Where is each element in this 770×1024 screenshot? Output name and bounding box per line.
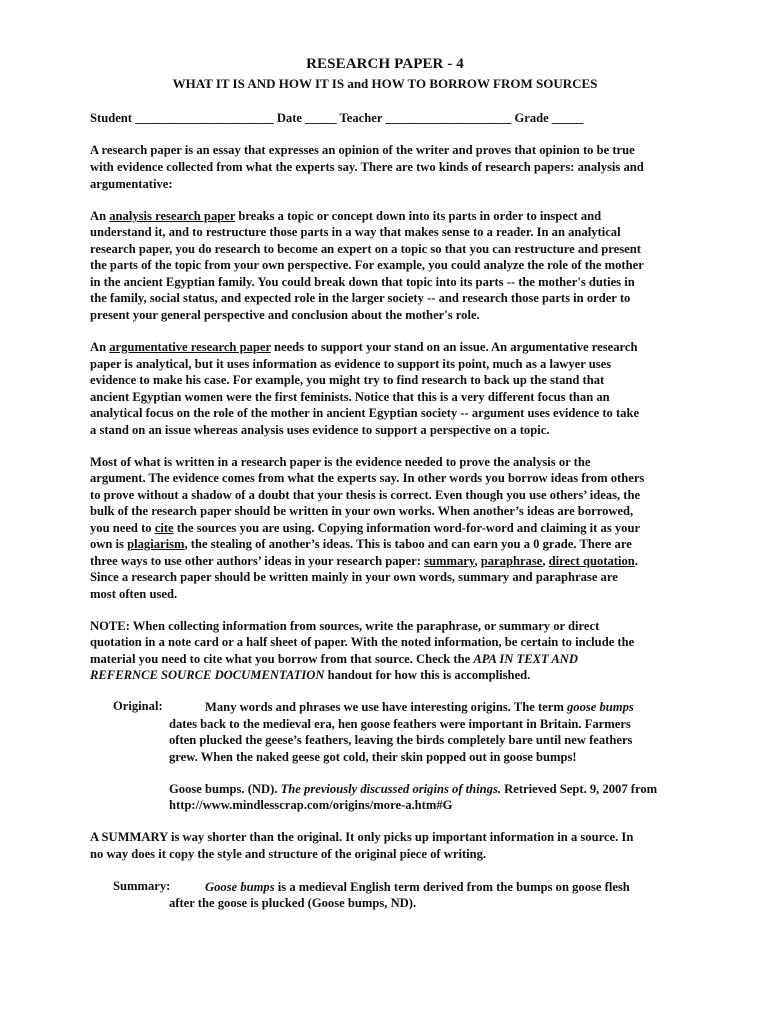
intro-line: argumentative: [90,177,173,191]
student-form-line: Student ______________________ Date _____ Teacher ____________________ Grade _____ [90,111,584,125]
analysis-line: in the ancient Egyptian family. You could break down that topic into its parts -- the mother's duties in [90,275,635,289]
text-run: , the stealing of another’s ideas. This is taboo and can earn you a 0 grade. There are [184,537,632,551]
argumentative-line: paper is analytical, but it uses information as evidence to support its point, much as a lawyer uses [90,357,612,371]
original-line: often plucked the geese’s feathers, leaving the birds completely bare until new feathers [169,733,633,747]
analysis-line: the parts of the topic from your own perspective. For example, you could analyze the role of the mother [90,258,644,272]
summary-line [205,879,630,895]
evidence-line: argument. The evidence comes from what the experts say. In other words you borrow ideas from others [90,471,645,485]
analysis-line: understand it, and to restructure those parts in a way that makes sense to a reader. In an analytical [90,225,621,239]
citation-line [169,781,657,797]
summary-term: summary [424,554,475,568]
text-run: material you need to cite what you borrow from that source. Check the [90,652,474,666]
argumentative-line: a stand on an issue whereas analysis uses evidence to support a perspective on a topic. [90,423,550,437]
text-run: . [634,554,638,568]
evidence-line [90,536,632,552]
note-line [90,667,530,683]
paraphrase-term: paraphrase [480,554,543,568]
citation-url: http://www.mindlesscrap.com/origins/more-a.htm#G [169,798,453,812]
text-run: , [542,554,549,568]
note-line: quotation in a note card or a half sheet of paper. With the noted information, be certain to include the [90,635,635,649]
analysis-term: analysis research paper [109,209,236,223]
cite-term: cite [154,521,174,535]
argumentative-line: ancient Egyptian women were the first feminists. Notice that this is a very different focus than an [90,390,610,404]
note-line: NOTE: When collecting information from sources, write the paraphrase, or summary or direct [90,619,600,633]
text-run: handout for how this is accomplished. [324,668,531,682]
text-run: breaks a topic or concept down into its parts in order to inspect and [235,209,602,223]
citation-title: The previously discussed origins of things. [280,782,502,796]
text-run: three ways to use other authors’ ideas in your research paper: [90,554,425,568]
intro-line: with evidence collected from what the experts say. There are two kinds of research papers: analysis and [90,160,644,174]
text-run: Goose bumps. (ND). [169,782,281,796]
text-run: you need to [90,521,155,535]
original-label: Original: [113,699,163,713]
page-subtitle: WHAT IT IS AND HOW IT IS and HOW TO BORROW FROM SOURCES [172,76,598,91]
evidence-line [90,520,640,536]
analysis-line: the family, social status, and expected role in the larger society -- and research those parts in order to [90,291,631,305]
text-run: is a medieval English term derived from the bumps on goose flesh [274,880,630,894]
italic-term: Goose bumps [205,880,275,894]
text-run: Retrieved Sept. 9, 2007 from [501,782,658,796]
handout-title: APA IN TEXT AND [473,652,578,666]
evidence-line: bulk of the research paper should be written in your own works. When another’s ideas are borrowed, [90,504,634,518]
summary-line: after the goose is plucked (Goose bumps, ND). [169,896,417,910]
plagiarism-term: plagiarism [127,537,185,551]
summary-label: Summary: [113,879,171,893]
text-run: needs to support your stand on an issue. An argumentative research [270,340,638,354]
analysis-line: present your general perspective and conclusion about the mother's role. [90,308,480,322]
text-run: An [90,209,110,223]
summary-def-line: A SUMMARY is way shorter than the original. It only picks up important information in a source. In [90,830,634,844]
text-run: Many words and phrases we use have interesting origins. The term [205,700,567,714]
text-run: the sources you are using. Copying information word-for-word and claiming it as your [173,521,641,535]
text-run: An [90,340,110,354]
italic-term: goose bumps [566,700,634,714]
evidence-line: Most of what is written in a research paper is the evidence needed to prove the analysis or the [90,455,591,469]
evidence-line: most often used. [90,587,178,601]
analysis-line: research paper, you do research to become an expert on a topic so that you can restructure and present [90,242,641,256]
summary-def-line: no way does it copy the style and structure of the original piece of writing. [90,847,487,861]
original-line [205,699,634,715]
original-line: grew. When the naked geese got cold, their skin popped out in goose bumps! [169,750,577,764]
text-run: own is [90,537,128,551]
argumentative-line: analytical focus on the role of the mother in ancient Egyptian society -- argument uses evidence to take [90,406,640,420]
evidence-line: Since a research paper should be written mainly in your own words, summary and paraphrase are [90,570,618,584]
argumentative-term: argumentative research paper [109,340,271,354]
argumentative-line: evidence to make his case. For example, you might try to find research to back up the stand that [90,373,605,387]
page-title: RESEARCH PAPER - 4 [306,56,464,72]
handout-title: REFERNCE SOURCE DOCUMENTATION [90,668,325,682]
evidence-line [90,553,638,569]
intro-line: A research paper is an essay that expresses an opinion of the writer and proves that opinion to be true [90,143,635,157]
note-line [90,651,578,667]
argumentative-line [90,339,638,355]
analysis-line [90,208,601,224]
text-run: , [474,554,481,568]
direct-quotation-term: direct quotation [548,554,635,568]
original-line: dates back to the medieval era, hen goose feathers were important in Britain. Farmers [169,717,631,731]
evidence-line: to prove without a shadow of a doubt that your thesis is correct. Even though you use others’ ideas, the [90,488,641,502]
